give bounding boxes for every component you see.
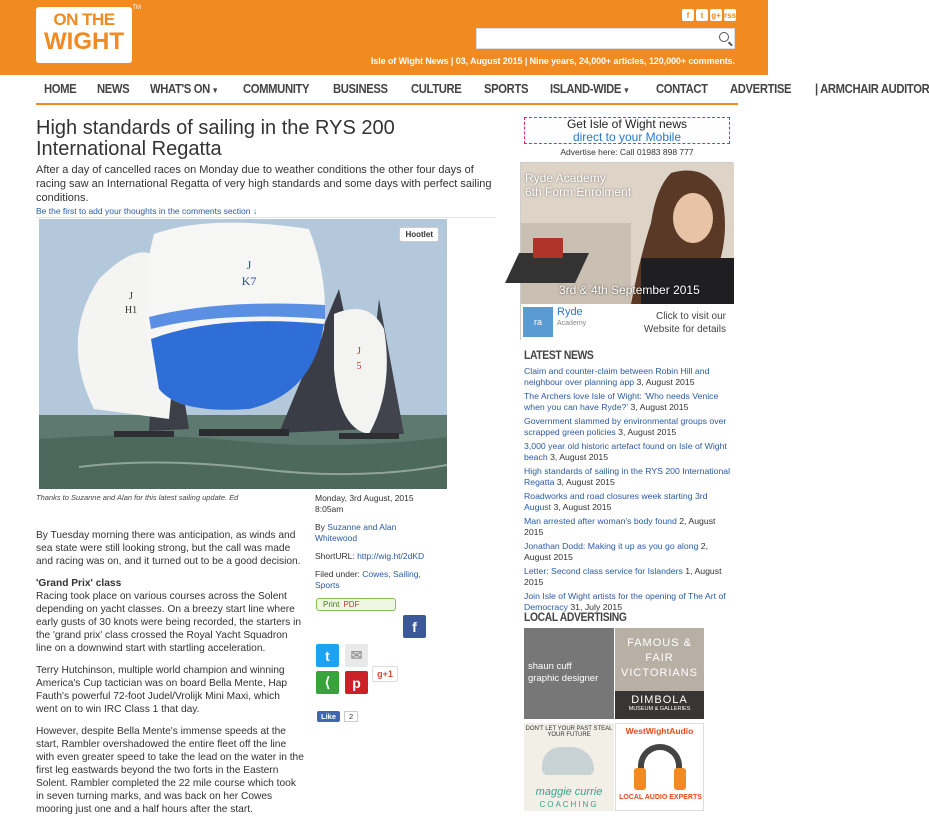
- news-date: 1, August 2015: [524, 566, 722, 587]
- nav-label: ADVERTISE: [729, 82, 792, 96]
- search-icon[interactable]: [719, 32, 729, 42]
- ryde-ad-dates: 3rd & 4th September 2015: [559, 283, 700, 297]
- news-item[interactable]: [524, 366, 734, 388]
- svg-text:H1: H1: [124, 305, 138, 316]
- nav-item-contact[interactable]: [656, 82, 708, 96]
- logo-line1: ON THE: [53, 10, 115, 29]
- news-item[interactable]: [524, 566, 734, 588]
- news-title: Man arrested after woman's body found: [524, 516, 677, 526]
- article-date: Monday, 3rd August, 2015: [315, 493, 414, 503]
- nav-label: HOME: [44, 82, 77, 96]
- hootlet-button[interactable]: Hootlet: [399, 227, 439, 242]
- paragraph: By Tuesday morning there was anticipation, as winds and sea state were still looking strong, but the call was made and racing was on, and it turned out to be a good decision.: [36, 530, 301, 567]
- main-nav: [36, 75, 929, 105]
- nav-item-community[interactable]: [243, 82, 309, 96]
- dimbola-banner: [615, 691, 704, 719]
- author-link[interactable]: Suzanne and Alan Whitewood: [315, 522, 397, 543]
- divider: [36, 217, 496, 218]
- news-title: Claim and counter-claim between Robin Hill and neighbour over planning app: [524, 366, 710, 387]
- ryde-academy-ad[interactable]: [520, 162, 733, 340]
- news-item[interactable]: [524, 591, 734, 613]
- share-icon[interactable]: ⟨: [316, 671, 339, 694]
- nav-item-business[interactable]: [333, 82, 388, 96]
- article-body: [36, 529, 304, 825]
- sail-number-5: J: [357, 346, 361, 357]
- logo-line2: WIGHT: [44, 28, 124, 55]
- tile-text: maggie currie: [535, 786, 603, 798]
- news-title: High standards of sailing in the RYS 200 International Regatta: [524, 466, 731, 487]
- nav-item-advertise[interactable]: [730, 82, 791, 96]
- byline: [315, 522, 425, 544]
- tile-text: DIMBOLA: [631, 694, 688, 706]
- twitter-icon[interactable]: t: [696, 9, 708, 21]
- nav-label: CULTURE: [411, 82, 462, 96]
- rss-icon[interactable]: rss: [724, 10, 737, 20]
- ad-shaun-cuff[interactable]: [524, 628, 614, 719]
- chevron-down-icon: ▼: [211, 86, 219, 95]
- social-links: [682, 9, 736, 21]
- news-title: Roadworks and road closures week starting 3rd August: [524, 491, 708, 512]
- news-title: Letter: Second class service for Islanders: [524, 566, 683, 576]
- car-icon: [542, 747, 594, 775]
- print-pdf-button[interactable]: [316, 598, 396, 611]
- news-title: Join Isle of Wight artists for the opening of The Art of Democracy: [524, 591, 726, 612]
- news-date: 3, August 2015: [551, 502, 612, 512]
- nav-item-culture[interactable]: [411, 82, 461, 96]
- news-date: 31, July 2015: [567, 602, 623, 612]
- news-item[interactable]: [524, 516, 734, 538]
- news-item[interactable]: [524, 466, 734, 488]
- regatta-illustration: [39, 219, 447, 489]
- advertise-here: Advertise here: Call 01983 898 777: [560, 147, 694, 157]
- facebook-share-icon[interactable]: f: [403, 615, 426, 638]
- tile-text: LOCAL AUDIO EXPERTS: [619, 794, 702, 801]
- news-title: Government slammed by environmental groups over scrapped green policies: [524, 416, 727, 437]
- site-header: [0, 0, 768, 75]
- nav-label: | ARMCHAIR AUDITOR: [814, 82, 929, 96]
- nav-label: ISLAND-WIDE: [550, 82, 622, 96]
- news-item[interactable]: [524, 416, 734, 438]
- paragraph: However, despite Bella Mente's immense speeds at the start, Rambler overshadowed the entire fleet off the line with even greater speed to take the lead on the water in the first leg eastwards beyond the two forts in the Eastern Solent. Rambler completed the 22 mile course which took in seven turning marks, and was back on her Cowes mooring just one and a half hours after the start.: [36, 726, 304, 815]
- news-date: 3, August 2015: [628, 402, 689, 412]
- tile-text: graphic designer: [528, 673, 599, 684]
- nav-item-island-wide[interactable]: [550, 82, 630, 96]
- news-item[interactable]: [524, 491, 734, 513]
- news-title: The Archers love Isle of Wight: 'Who needs Venice when you can have Ryde?': [524, 391, 719, 412]
- nav-label: CONTACT: [655, 82, 708, 96]
- tile-text: DON'T LET YOUR PAST STEAL YOUR FUTURE: [525, 726, 613, 738]
- ryde-click-text: Click to visit our Website for details: [643, 311, 726, 335]
- ryde-name: Ryde: [557, 306, 583, 318]
- headphones-icon: [638, 744, 682, 784]
- ad-line1: Get Isle of Wight news: [566, 117, 688, 131]
- pinterest-icon[interactable]: p: [345, 671, 368, 694]
- short-url: [315, 551, 425, 562]
- ryde-ad-title: Ryde Academy 6th Form Enrolment: [525, 171, 632, 199]
- logo-trademark: TM: [132, 5, 141, 11]
- filed-under: [315, 569, 425, 591]
- svg-text:K7: K7: [241, 274, 257, 288]
- like-count: 2: [344, 711, 358, 722]
- search-input[interactable]: [477, 29, 707, 48]
- article-summary: After a day of cancelled races on Monday due to weather conditions the other four days of racing saw an International Regatta of very high standards and some days with perfect sailing conditions.: [36, 164, 492, 204]
- nav-label: BUSINESS: [333, 82, 388, 96]
- news-title: 3,000 year old historic artefact found on Isle of Wight beach: [524, 441, 727, 462]
- tile-text: MUSEUM & GALLERIES: [628, 706, 691, 712]
- latest-news-heading: LATEST NEWS: [524, 350, 594, 362]
- mobile-news-ad[interactable]: [524, 117, 730, 144]
- paragraph: Terry Hutchinson, multiple world champion and winning America's Cup tactician was on board Bella Mente, Hap Fauth's powerful 72-foot Judel/Vrolijk Mini Maxi, which went on to win IRC Class 1 that day.: [36, 665, 288, 715]
- google-plus-one-button[interactable]: g+1: [372, 666, 398, 682]
- nav-label: SPORTS: [484, 82, 529, 96]
- nav-item-what-s-on[interactable]: [150, 82, 218, 96]
- tile-text: WestWightAudio: [625, 726, 694, 736]
- shorturl-label: ShortURL:: [315, 551, 355, 561]
- news-date: 2, August 2015: [524, 516, 716, 537]
- article-title: High standards of sailing in the RYS 200 International Regatta: [36, 117, 395, 160]
- search-box: [476, 28, 735, 49]
- nav-label: NEWS: [96, 82, 130, 96]
- ad-west-wight-audio[interactable]: [615, 723, 704, 811]
- nav-item-sports[interactable]: [484, 82, 528, 96]
- ryde-ad-footer: [521, 304, 734, 341]
- news-title: Jonathan Dodd: Making it up as you go along: [524, 541, 699, 551]
- news-date: 3, August 2015: [615, 427, 677, 437]
- like-button[interactable]: Like: [317, 711, 340, 722]
- subheading: 'Grand Prix' class: [36, 578, 122, 589]
- ryde-logo-icon: ra: [523, 307, 553, 337]
- nav-item-home[interactable]: [44, 82, 76, 96]
- tile-text: FAMOUS & FAIR VICTORIANS: [620, 637, 699, 679]
- latest-news-list: [524, 366, 734, 616]
- category-links[interactable]: Cowes, Sailing, Sports: [315, 569, 421, 590]
- news-date: 3, August 2015: [634, 377, 695, 387]
- ryde-academy-label: Academy: [557, 320, 587, 327]
- site-logo[interactable]: [36, 5, 141, 63]
- ad-maggie-currie[interactable]: [524, 723, 614, 811]
- sail-number-h1: J: [129, 291, 133, 302]
- chevron-down-icon: ▼: [622, 86, 630, 95]
- email-share-icon[interactable]: ✉: [345, 644, 368, 667]
- comments-link[interactable]: Be the first to add your thoughts in the comments section ↓: [36, 206, 258, 216]
- twitter-share-icon[interactable]: t: [316, 644, 339, 667]
- news-date: 3, August 2015: [554, 477, 615, 487]
- paragraph: Racing took place on various courses across the Solent depending on yacht classes. On a breezy start line where early gusts of 30 knots were being recorded, the starters in the 'grand prix' class crossed the Royal Yacht Squadron line on a downwind start with startling acceleration.: [36, 591, 302, 654]
- nav-item-armchair-auditor[interactable]: [815, 82, 929, 96]
- site-tagline: Isle of Wight News | 03, August 2015 | Nine years, 24,000+ articles, 120,000+ comments.: [370, 56, 735, 66]
- tile-text: COACHING: [539, 800, 599, 809]
- tile-text: shaun cuff: [528, 661, 572, 672]
- pdf-label: PDF: [343, 600, 360, 609]
- article-time: 8:05am: [315, 504, 344, 514]
- nav-item-news[interactable]: [97, 82, 129, 96]
- facebook-icon[interactable]: f: [682, 9, 694, 21]
- news-item[interactable]: [524, 541, 734, 563]
- news-item[interactable]: [524, 391, 734, 413]
- nav-label: WHAT'S ON: [149, 82, 210, 96]
- google-plus-icon[interactable]: g+: [711, 10, 721, 20]
- ad-line2: direct to your Mobile: [572, 130, 682, 144]
- shorturl-link[interactable]: http://wig.ht/2dKD: [357, 551, 425, 561]
- svg-text:5: 5: [356, 361, 362, 372]
- news-date: 2, August 2015: [524, 541, 709, 562]
- local-advertising-heading: LOCAL ADVERTISING: [524, 612, 627, 624]
- ad-dimbola[interactable]: [615, 628, 704, 719]
- article-photo: [39, 219, 447, 489]
- sail-number-k7: J: [246, 258, 252, 272]
- nav-label: COMMUNITY: [242, 82, 309, 96]
- news-item[interactable]: [524, 441, 734, 463]
- filed-label: Filed under:: [315, 569, 360, 579]
- byline-prefix: By: [315, 522, 325, 532]
- photo-caption: Thanks to Suzanne and Alan for this latest sailing update. Ed: [36, 493, 239, 502]
- print-label: Print: [323, 600, 340, 609]
- facebook-like: [317, 710, 358, 723]
- news-date: 3, August 2015: [547, 452, 609, 462]
- article-meta: [315, 493, 425, 598]
